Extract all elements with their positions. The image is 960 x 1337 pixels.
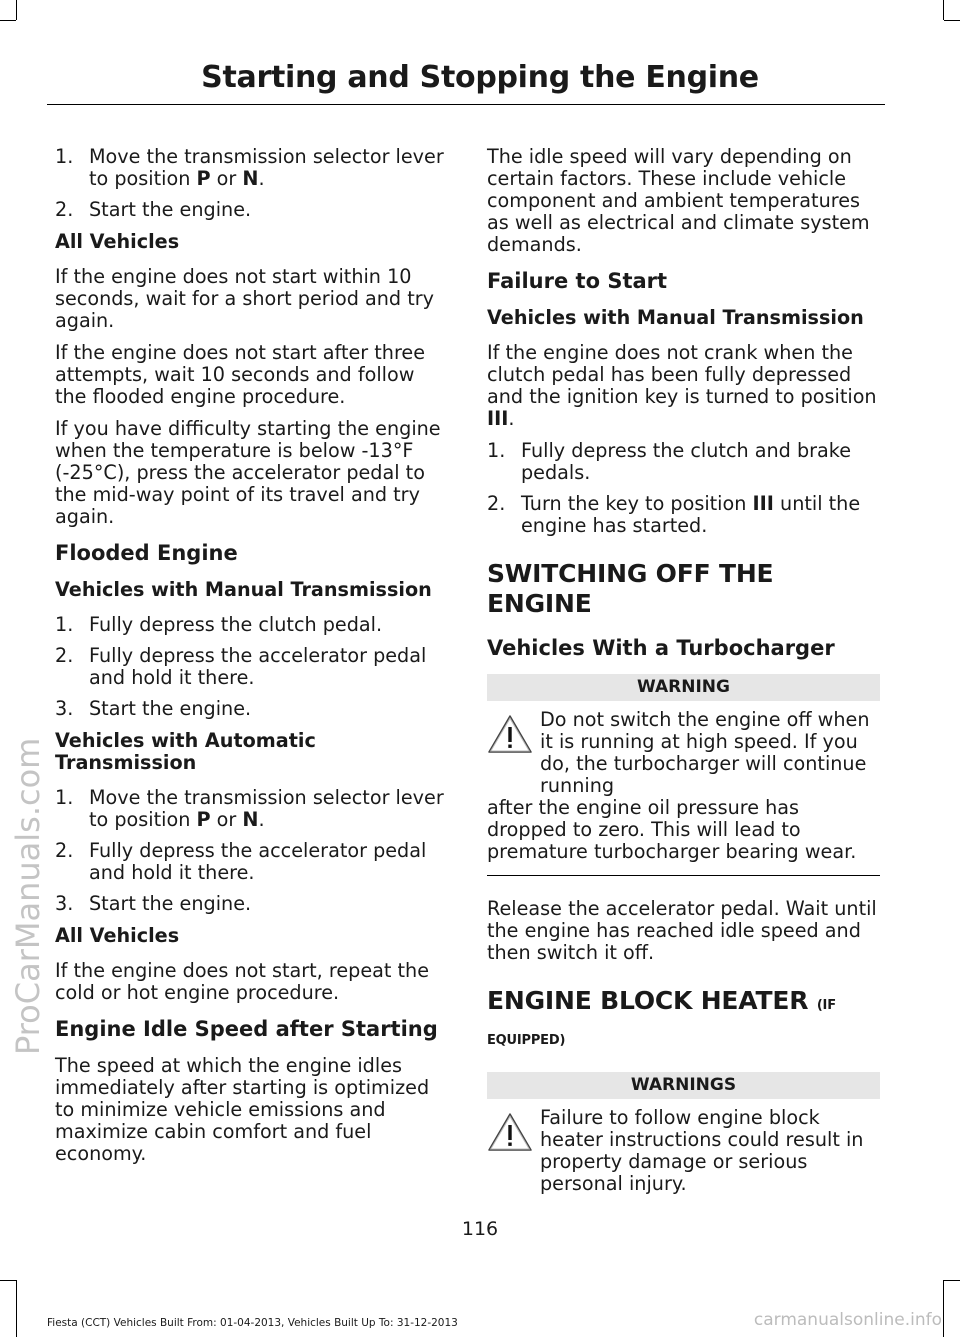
header-divider bbox=[47, 104, 885, 105]
list-number: 2. bbox=[55, 198, 74, 221]
crop-mark bbox=[0, 1280, 16, 1281]
list-item bbox=[487, 493, 880, 537]
watermark: ProCarManuals.com bbox=[9, 737, 47, 1055]
list-item bbox=[55, 146, 448, 190]
crop-mark bbox=[944, 1280, 960, 1281]
crop-mark bbox=[943, 1280, 944, 1337]
paragraph: Release the accelerator pedal. Wait until the engine has reached idle speed and then switch it off. bbox=[487, 897, 877, 964]
section-heading-block-heater: ENGINE BLOCK HEATER (IF EQUIPPED) bbox=[487, 986, 836, 1048]
list-number: 3. bbox=[55, 697, 74, 720]
list-text: Start the engine. bbox=[89, 892, 252, 915]
list-item bbox=[55, 645, 448, 689]
list-text: Start the engine. bbox=[89, 697, 252, 720]
warning-box bbox=[487, 709, 880, 875]
crop-mark bbox=[943, 0, 944, 20]
list-number: 3. bbox=[55, 892, 74, 915]
list-text: Fully depress the clutch and brake pedals. bbox=[521, 439, 852, 484]
list-number: 1. bbox=[55, 145, 74, 168]
list-text: Turn the key to position III until the engine has started. bbox=[521, 492, 861, 537]
crop-mark bbox=[16, 1280, 17, 1337]
warnings-box bbox=[487, 1107, 880, 1207]
warning-text: Do not switch the engine off when it is running at high speed. If you do, the turbocharger will continue running bbox=[540, 708, 870, 797]
paragraph: If the engine does not start after three attempts, wait 10 seconds and follow the flooded engine procedure. bbox=[55, 341, 426, 408]
page-title: Starting and Stopping the Engine bbox=[201, 60, 759, 95]
list-item bbox=[487, 440, 880, 484]
paragraph: If the engine does not start within 10 seconds, wait for a short period and try again. bbox=[55, 265, 434, 332]
warning-triangle-icon bbox=[487, 713, 533, 755]
section-heading-switching-off: SWITCHING OFF THE ENGINE bbox=[487, 559, 774, 618]
list-item bbox=[55, 893, 448, 915]
list-number: 2. bbox=[487, 492, 506, 515]
warning-triangle-icon bbox=[487, 1111, 533, 1153]
list-text: Fully depress the accelerator pedal and hold it there. bbox=[89, 839, 427, 884]
warning-text-continued: after the engine oil pressure has dropped to zero. This will lead to premature turbocharger bearing wear. bbox=[487, 796, 857, 863]
warning-text: Failure to follow engine block heater instructions could result in property damage or serious personal injury. bbox=[540, 1106, 864, 1195]
list-text: Fully depress the clutch pedal. bbox=[89, 613, 383, 636]
subheading-turbocharger: Vehicles With a Turbocharger bbox=[487, 636, 835, 660]
subheading-manual-transmission: Vehicles with Manual Transmission bbox=[55, 578, 432, 601]
list-number: 1. bbox=[55, 786, 74, 809]
warnings-label: WARNINGS bbox=[487, 1072, 880, 1099]
list-text: Move the transmission selector lever to position P or N. bbox=[89, 145, 444, 190]
footer-vehicle-info: Fiesta (CCT) Vehicles Built From: 01-04-2013, Vehicles Built Up To: 31-12-2013 bbox=[47, 1317, 458, 1329]
list-item bbox=[55, 787, 448, 831]
subheading-automatic-transmission: Vehicles with Automatic Transmission bbox=[55, 729, 316, 774]
flooded-manual-steps-list bbox=[55, 614, 448, 720]
subheading-all-vehicles: All Vehicles bbox=[55, 924, 180, 947]
list-text: Start the engine. bbox=[89, 198, 252, 221]
crop-mark bbox=[16, 0, 17, 20]
list-number: 2. bbox=[55, 839, 74, 862]
section-heading-idle-speed: Engine Idle Speed after Starting bbox=[55, 1017, 438, 1041]
right-column bbox=[487, 146, 880, 1207]
section-heading-failure-to-start: Failure to Start bbox=[487, 269, 668, 293]
list-item bbox=[55, 199, 448, 221]
start-steps-list bbox=[55, 146, 448, 221]
left-column bbox=[55, 146, 448, 1175]
list-text: Fully depress the accelerator pedal and hold it there. bbox=[89, 644, 427, 689]
subheading-manual-transmission: Vehicles with Manual Transmission bbox=[487, 306, 864, 329]
footer-site-watermark: carmanualsonline.info bbox=[753, 1310, 942, 1330]
list-number: 1. bbox=[55, 613, 74, 636]
failure-steps-list bbox=[487, 440, 880, 537]
crop-mark bbox=[0, 20, 16, 21]
crop-mark bbox=[944, 20, 960, 21]
flooded-automatic-steps-list bbox=[55, 787, 448, 915]
list-number: 1. bbox=[487, 439, 506, 462]
paragraph: The idle speed will vary depending on certain factors. These include vehicle component and ambient temperatures as well as electrical and climate system demands. bbox=[487, 145, 870, 256]
warning-divider bbox=[487, 875, 880, 876]
list-text: Move the transmission selector lever to position P or N. bbox=[89, 786, 444, 831]
list-item bbox=[55, 698, 448, 720]
warning-label: WARNING bbox=[487, 674, 880, 701]
subheading-all-vehicles: All Vehicles bbox=[55, 230, 180, 253]
paragraph: If the engine does not start, repeat the cold or hot engine procedure. bbox=[55, 959, 429, 1004]
list-item bbox=[55, 840, 448, 884]
list-number: 2. bbox=[55, 644, 74, 667]
section-heading-flooded-engine: Flooded Engine bbox=[55, 541, 238, 565]
paragraph: If you have difficulty starting the engine when the temperature is below -13°F (-25°C), press the accelerator pedal to the mid-way point of its travel and try again. bbox=[55, 417, 441, 528]
page-number: 116 bbox=[461, 1218, 499, 1240]
list-item bbox=[55, 614, 448, 636]
paragraph: If the engine does not crank when the clutch pedal has been fully depressed and the ignition key is turned to position III. bbox=[487, 341, 877, 430]
paragraph: The speed at which the engine idles immediately after starting is optimized to minimize vehicle emissions and maximize cabin comfort and fuel economy. bbox=[55, 1054, 430, 1165]
